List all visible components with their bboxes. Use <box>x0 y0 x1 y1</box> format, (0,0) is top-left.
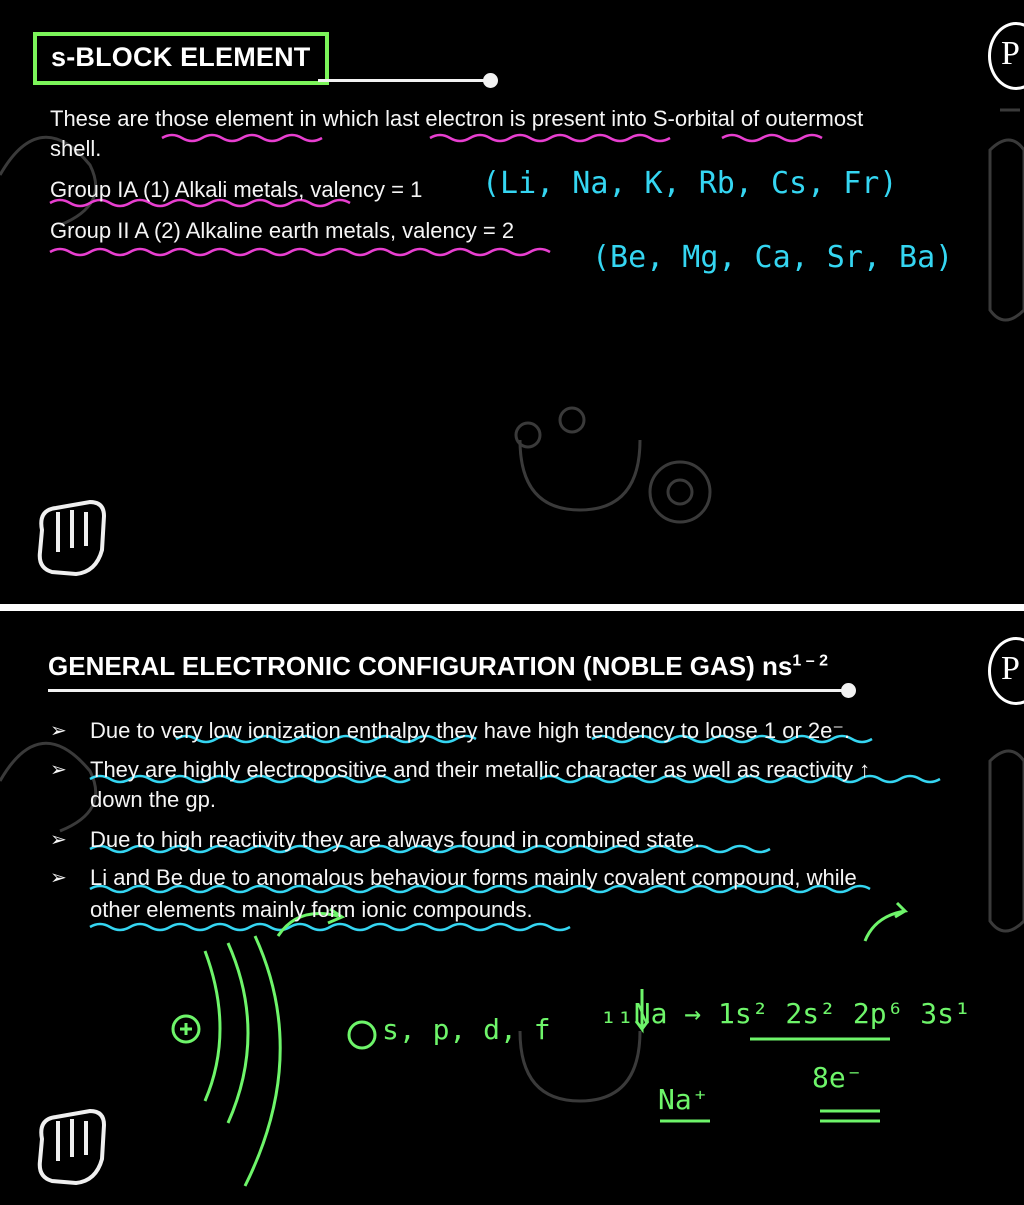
intro-text-line1: These are those element in which last electron is present into S-orbital of outermost <box>50 106 864 131</box>
bullet-text: Li and Be due to anomalous behaviour forms mainly covalent compound, while <box>90 865 857 890</box>
handwritten-na-configuration: ₁₁Na → 1s² 2s² 2p⁶ 3s¹ <box>600 997 971 1030</box>
bullet-text: They are highly electropositive and their metallic character as well as reactivity ↑ <box>90 757 871 782</box>
slide-panel-configuration <box>0 611 1024 1205</box>
handwritten-orbitals: s, p, d, f <box>382 1013 551 1046</box>
rule-end-dot-2 <box>841 683 856 698</box>
brand-logo-icon: P <box>988 22 1024 90</box>
group-ia-text: Group IA (1) Alkali metals, valency = 1 <box>50 177 423 202</box>
group-iia-text: Group II A (2) Alkaline earth metals, valency = 2 <box>50 218 515 243</box>
rule-end-dot <box>483 73 498 88</box>
bullet-arrow-icon: ➢ <box>50 867 67 889</box>
handwritten-8-electrons: 8e⁻ <box>812 1061 863 1094</box>
bullet-arrow-icon: ➢ <box>50 720 67 742</box>
section-heading-text: GENERAL ELECTRONIC CONFIGURATION (NOBLE GAS) ns <box>48 651 793 681</box>
title-rule <box>318 79 490 82</box>
section-heading-superscript: 1 – 2 <box>792 652 828 670</box>
heading-rule <box>48 689 848 692</box>
bullet-text: Due to very low ionization enthalpy they have high tendency to loose 1 or 2e⁻. <box>90 718 851 743</box>
section-heading <box>48 651 828 682</box>
bullet-arrow-icon: ➢ <box>50 759 67 781</box>
brand-logo-icon-2: P <box>988 637 1024 705</box>
bullet-arrow-icon: ➢ <box>50 829 67 851</box>
slide-title: s-BLOCK ELEMENT <box>33 32 329 85</box>
handwritten-na-ion: Na⁺ <box>658 1083 709 1116</box>
fist-icon <box>40 502 104 574</box>
bullet-text: Due to high reactivity they are always found in combined state. <box>90 827 701 852</box>
bullet-text-continued: other elements mainly form ionic compounds. <box>90 897 533 922</box>
bullet-text-continued: down the gp. <box>90 787 216 812</box>
handwritten-alkaline-earth-list: (Be, Mg, Ca, Sr, Ba) <box>592 240 954 275</box>
intro-text-line2: shell. <box>50 136 102 161</box>
fist-icon-2 <box>40 1111 104 1183</box>
handwritten-alkali-list: (Li, Na, K, Rb, Cs, Fr) <box>482 166 898 201</box>
